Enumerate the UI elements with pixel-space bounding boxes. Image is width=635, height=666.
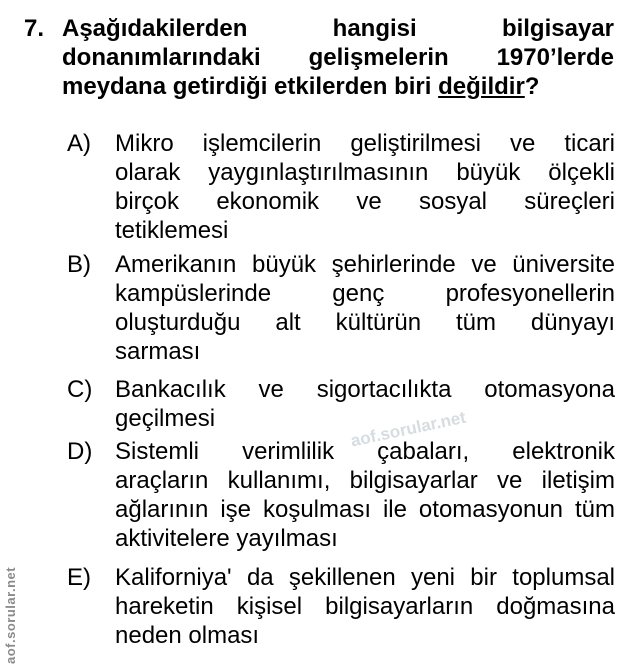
option-line: geçilmesi — [115, 405, 216, 432]
option-c[interactable] — [67, 375, 615, 433]
option-line: aktivitelere yayılması — [115, 525, 338, 552]
option-a[interactable] — [67, 129, 615, 245]
option-line: olarak yaygınlaştırılmasının büyük ölçekli — [115, 159, 615, 186]
option-letter: B) — [67, 251, 91, 278]
option-line: Sistemli verimlilik çabaları, elektronik — [115, 438, 615, 465]
option-line: oluşturduğu alt kültürün tüm dünyayı — [115, 309, 615, 336]
watermark-center: aof.sorular.net — [349, 407, 468, 451]
option-line: Bankacılık ve sigortacılıkta otomasyona — [115, 376, 615, 403]
question-line-text: meydana getirdiği etkilerden biri — [62, 73, 439, 100]
question-mark: ? — [524, 73, 540, 100]
option-d[interactable] — [67, 437, 615, 553]
option-letter: C) — [67, 376, 93, 403]
question-number: 7. — [24, 15, 45, 42]
option-line: Amerikanın büyük şehirlerinde ve üniversite — [115, 251, 615, 278]
option-line: kampüslerinde genç profesyonellerin — [115, 280, 615, 307]
question-line — [62, 72, 614, 101]
option-line: Mikro işlemcilerin geliştirilmesi ve ticari — [115, 130, 615, 157]
option-line: ağlarının işe koşulması ile otomasyonun tüm — [115, 496, 615, 523]
option-line: neden olması — [115, 622, 260, 649]
watermark-side: aof.sorular.net — [3, 566, 18, 664]
question-text — [62, 14, 614, 101]
option-line: hareketin kişisel bilgisayarların doğmasına — [115, 593, 615, 620]
option-line: Kaliforniya' da şekillenen yeni bir toplumsal — [115, 564, 615, 591]
option-letter: E) — [67, 564, 91, 591]
option-text — [115, 437, 615, 553]
question-line: Aşağıdakilerden hangisi bilgisayar — [62, 15, 614, 42]
option-text — [115, 375, 615, 433]
option-text — [115, 129, 615, 245]
option-text — [115, 563, 615, 650]
question — [24, 14, 614, 101]
option-line: tetiklemesi — [115, 217, 229, 244]
question-line: donanımlarındaki gelişmelerin 1970’lerde — [62, 44, 614, 71]
option-text — [115, 250, 615, 366]
option-line: sarması — [115, 338, 201, 365]
option-letter: D) — [67, 438, 93, 465]
option-b[interactable] — [67, 250, 615, 366]
option-line: birçok ekonomik ve sosyal süreçleri — [115, 188, 615, 215]
option-letter: A) — [67, 130, 91, 157]
question-emphasis: değildir — [438, 73, 525, 100]
option-line: araçların kullanımı, bilgisayarlar ve iletişim — [115, 467, 615, 494]
option-e[interactable] — [67, 563, 615, 650]
